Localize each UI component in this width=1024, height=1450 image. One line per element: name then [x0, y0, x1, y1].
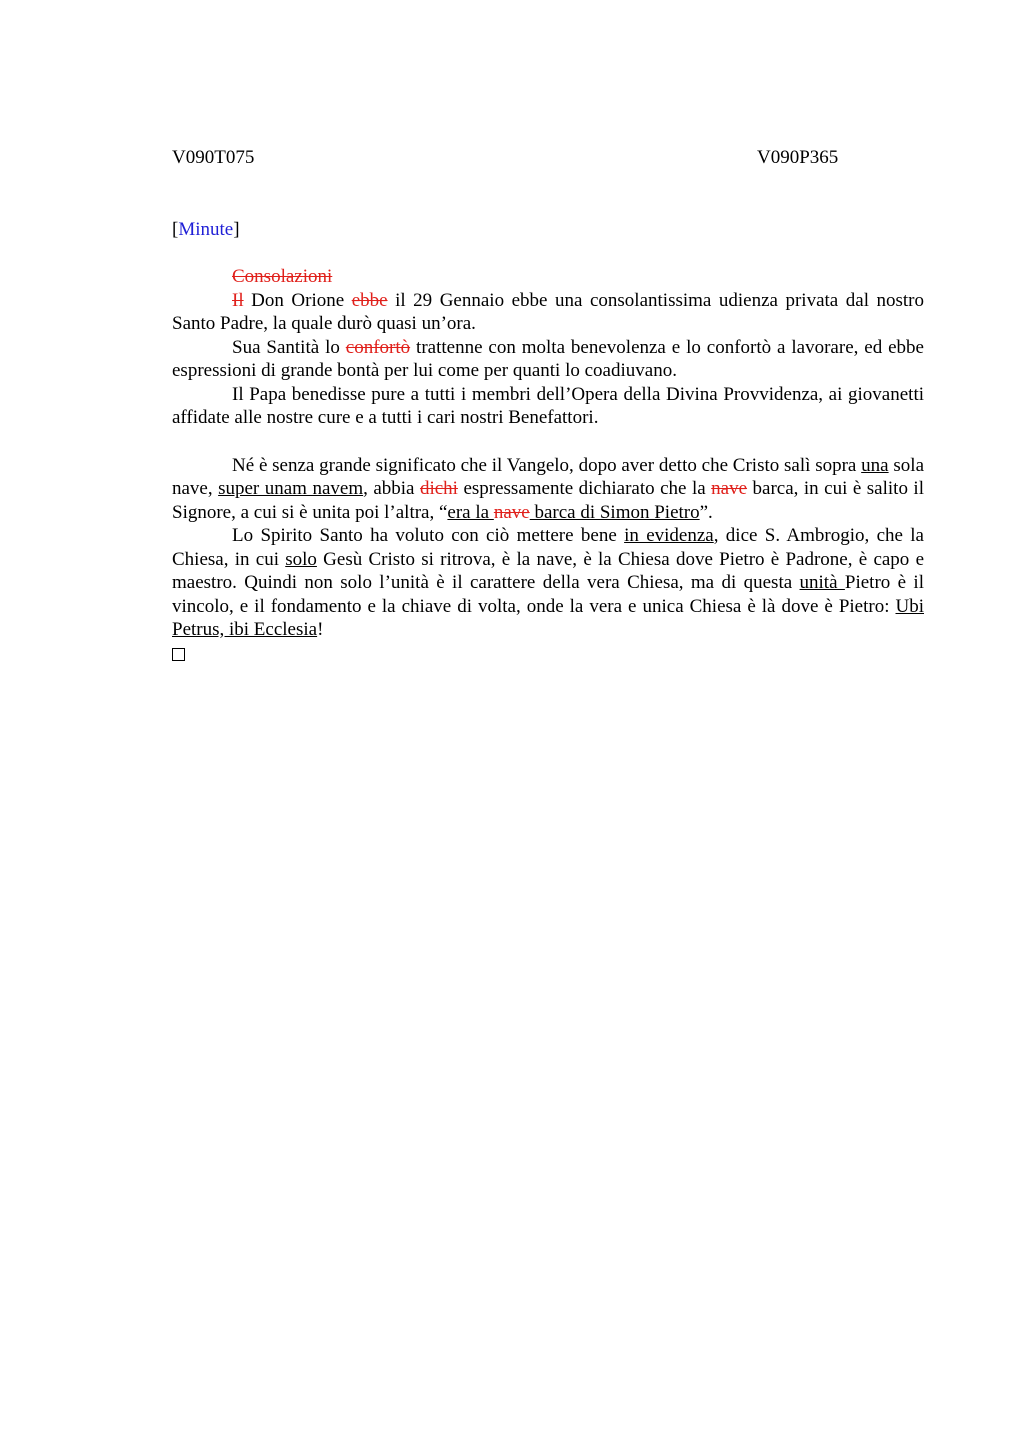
deleted-word: confortò: [345, 336, 411, 358]
deleted-title: [172, 265, 924, 289]
deleted-word: Il: [232, 289, 244, 311]
deleted-word: nave: [493, 501, 530, 523]
document-body: [172, 265, 924, 667]
text-run: espressamente dichiarato che la: [457, 478, 712, 499]
underlined-text: solo: [285, 548, 317, 570]
tag-close-bracket: ]: [233, 219, 240, 240]
text-run: Don Orione: [243, 289, 352, 311]
deleted-word: dichi: [419, 478, 458, 499]
text-run: Sua Santità lo: [232, 336, 346, 358]
empty-square-icon: [172, 648, 185, 661]
header-left-code: V090T075: [172, 147, 255, 168]
tag-open-bracket: [: [172, 219, 179, 240]
underlined-text: in evidenza: [624, 525, 714, 546]
text-run: ”.: [699, 501, 713, 523]
deleted-title-text: Consolazioni: [232, 266, 333, 287]
underlined-text: barca di Simon Pietro: [529, 501, 700, 523]
deleted-word: nave: [711, 478, 748, 499]
header-right-code: V090P365: [757, 147, 839, 168]
tag-label: Minute: [178, 219, 234, 240]
text-run: Il Papa benedisse pure a tutti i membri dell’Opera della Divina Provvidenza, ai giovanetti affidate alle nostre cure e a tutti i cari nostri Benefattori.: [172, 383, 924, 428]
end-marker: [172, 642, 924, 668]
text-run: trattenne con molta benevolenza e lo confortò a lavorare, ed ebbe espressioni di grande bontà per lui come per quanti lo coadiuvano.: [172, 336, 924, 381]
paragraph-3: [172, 383, 924, 430]
underlined-text: unità: [799, 572, 845, 593]
text-run: Lo Spirito Santo ha voluto con ciò mettere bene: [232, 525, 625, 546]
text-run: sola nave,: [172, 454, 925, 499]
paragraph-4: [172, 454, 924, 525]
deleted-word: ebbe: [351, 289, 388, 311]
text-run: , dice S. Ambrogio, che la Chiesa, in cui: [172, 525, 924, 570]
underlined-text: Ubi Petrus, ibi Ecclesia: [172, 595, 924, 640]
underlined-text: super unam navem: [218, 478, 364, 499]
paragraph-1: [172, 289, 924, 336]
underlined-text: una: [861, 454, 889, 476]
text-run: !: [317, 619, 324, 640]
text-run: , abbia: [363, 478, 420, 499]
text-run: Gesù Cristo si ritrova, è la nave, è la Chiesa dove Pietro è Padrone, è capo e maestro. Quindi non solo l’unità è il carattere della vera Chiesa, ma di questa: [172, 548, 924, 593]
text-run: barca, in cui è salito il Signore, a cui si è unita poi l’altra, “: [172, 478, 924, 523]
text-run: il 29 Gennaio ebbe una consolantissima udienza privata dal nostro Santo Padre, la quale durò quasi un’ora.: [172, 289, 925, 334]
minute-tag: [172, 218, 240, 242]
paragraph-5: [172, 524, 924, 642]
text-run: Pietro è il vincolo, e il fondamento e la chiave di volta, onde la vera e unica Chiesa è là dove è Pietro:: [172, 572, 924, 617]
paragraph-2: [172, 336, 924, 383]
underlined-text: era la: [447, 501, 494, 523]
text-run: Né è senza grande significato che il Vangelo, dopo aver detto che Cristo salì sopra: [232, 454, 862, 476]
